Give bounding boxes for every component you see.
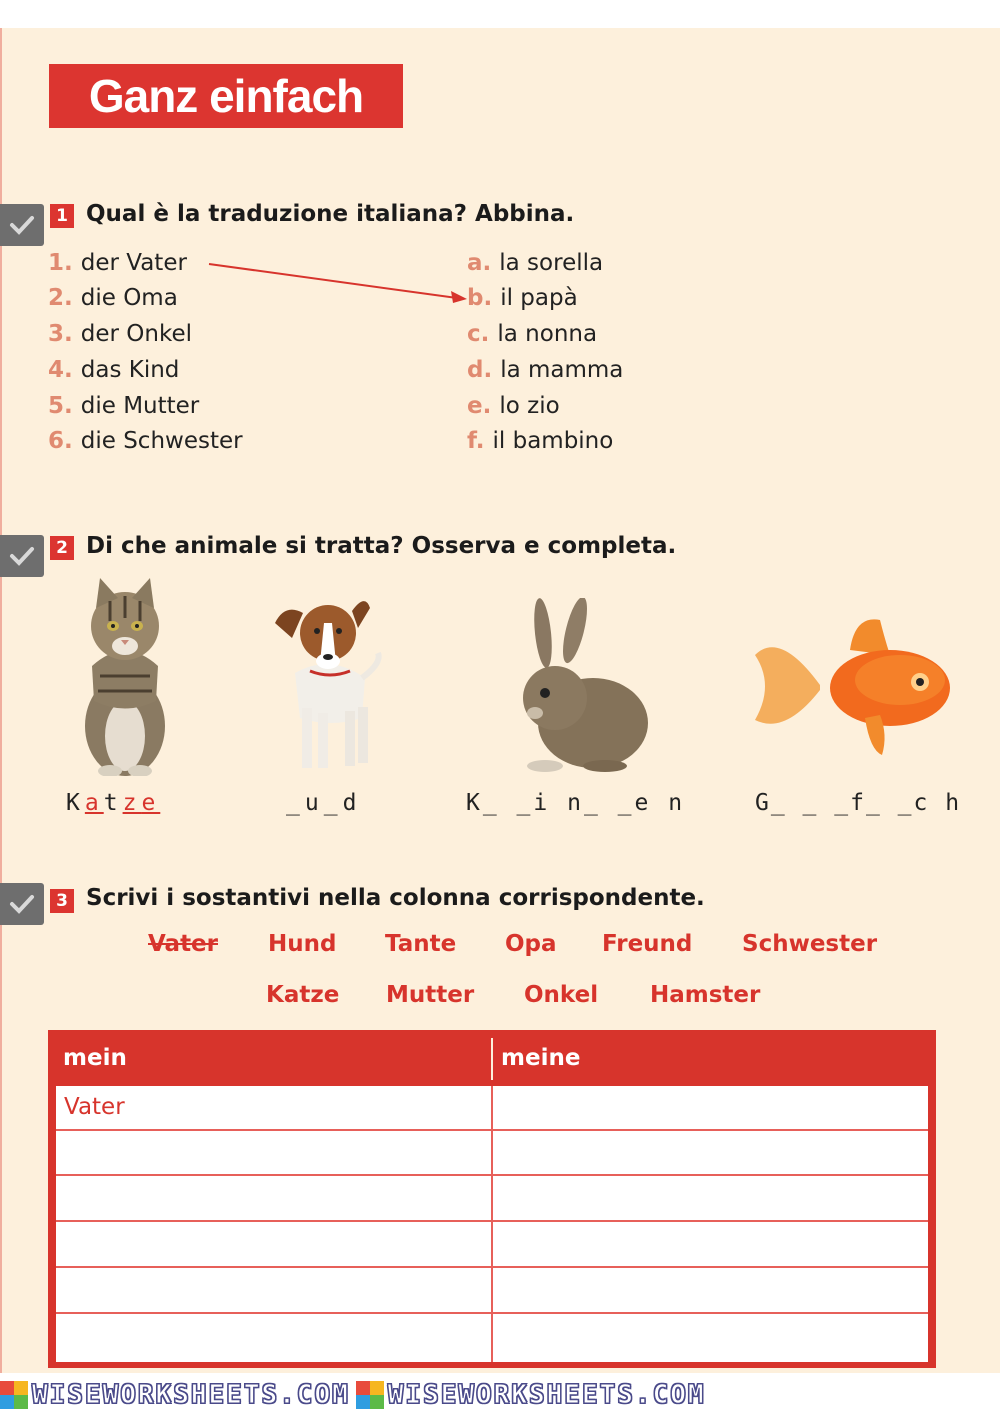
word-bank-item[interactable]: Tante — [385, 931, 457, 957]
word-letter: c h — [913, 790, 962, 816]
match-right-item[interactable] — [467, 357, 623, 383]
word-letter: i n — [533, 790, 584, 816]
word-bank-item[interactable]: Hamster — [650, 982, 761, 1008]
item-marker: f. — [467, 428, 485, 454]
match-right-item[interactable] — [467, 393, 560, 419]
exercise-instruction: Scrivi i sostantivi nella colonna corrispondente. — [86, 885, 705, 911]
page-title: Ganz einfach — [49, 64, 403, 128]
item-marker: d. — [467, 357, 493, 383]
match-right-item[interactable] — [467, 285, 578, 311]
match-left-item[interactable] — [48, 321, 192, 347]
brand-logo — [0, 1380, 350, 1410]
animal-word-rabbit[interactable] — [466, 790, 685, 816]
word-blank: _ — [323, 790, 343, 816]
match-left-item[interactable] — [48, 250, 187, 276]
item-text: il bambino — [492, 428, 614, 454]
worksheet-page — [0, 28, 1000, 1373]
word-bank-item[interactable]: Opa — [505, 931, 557, 957]
item-marker: e. — [467, 393, 492, 419]
sorting-table — [48, 1030, 936, 1368]
check-icon[interactable] — [0, 535, 44, 577]
item-marker: 1. — [48, 250, 73, 276]
item-text: il papà — [500, 285, 578, 311]
item-marker: c. — [467, 321, 490, 347]
column-header-mein: mein — [63, 1045, 127, 1071]
brand-icon — [0, 1381, 28, 1409]
animal-word-cat[interactable] — [66, 790, 160, 816]
match-right-item[interactable] — [467, 428, 613, 454]
match-arrow — [205, 258, 470, 303]
item-text: das Kind — [80, 357, 180, 383]
word-blank: _ _ _ — [770, 790, 851, 816]
table-cell[interactable]: Vater — [64, 1094, 125, 1120]
brand-logo — [356, 1380, 706, 1410]
word-bank-item[interactable]: Mutter — [386, 982, 475, 1008]
exercise-instruction: Qual è la traduzione italiana? Abbina. — [86, 201, 575, 227]
word-letter: K — [466, 790, 483, 816]
word-letter: f — [850, 790, 866, 816]
goldfish-photo — [750, 610, 950, 760]
word-bank-item[interactable]: Schwester — [742, 931, 878, 957]
item-marker: a. — [467, 250, 492, 276]
exercise-number: 2 — [50, 536, 74, 560]
word-bank-item[interactable]: Katze — [266, 982, 340, 1008]
item-text: der Onkel — [80, 321, 192, 347]
word-letter: G — [755, 790, 771, 816]
word-blank: _ _ — [583, 790, 635, 816]
item-text: lo zio — [499, 393, 560, 419]
match-right-item[interactable] — [467, 250, 603, 276]
item-text: die Oma — [80, 285, 178, 311]
word-letter-answer: z — [122, 790, 142, 816]
word-letter: t — [103, 790, 123, 816]
column-divider — [491, 1086, 493, 1362]
item-marker: 3. — [48, 321, 73, 347]
item-text: die Schwester — [80, 428, 243, 454]
brand-text: WISEWORKSHEETS.COM — [387, 1379, 706, 1410]
item-text: die Mutter — [80, 393, 200, 419]
dog-photo — [270, 583, 390, 773]
match-left-item[interactable] — [48, 393, 199, 419]
word-bank-item[interactable]: Hund — [268, 931, 337, 957]
exercise-number: 1 — [50, 204, 74, 228]
header-divider — [491, 1038, 493, 1080]
animal-word-dog[interactable] — [286, 790, 361, 816]
item-marker: 6. — [48, 428, 73, 454]
column-header-meine: meine — [501, 1045, 581, 1071]
item-marker: 2. — [48, 285, 73, 311]
table-header — [48, 1030, 936, 1086]
item-text: der Vater — [80, 250, 187, 276]
item-marker: b. — [467, 285, 493, 311]
brand-text: WISEWORKSHEETS.COM — [32, 1379, 350, 1410]
item-marker: 4. — [48, 357, 73, 383]
item-text: la mamma — [500, 357, 624, 383]
table-body — [56, 1086, 928, 1362]
word-letter: K — [66, 790, 85, 816]
word-letter-answer: a — [84, 790, 104, 816]
item-text: la nonna — [497, 321, 598, 347]
word-blank: _ _ — [865, 790, 914, 816]
item-marker: 5. — [48, 393, 73, 419]
word-bank-item[interactable]: Onkel — [524, 982, 599, 1008]
check-icon[interactable] — [0, 204, 44, 246]
cat-photo — [70, 576, 180, 776]
match-left-item[interactable] — [48, 428, 243, 454]
word-letter: e n — [634, 790, 686, 816]
word-letter: u — [304, 790, 324, 816]
word-bank-item[interactable]: Freund — [602, 931, 693, 957]
check-icon[interactable] — [0, 883, 44, 925]
word-letter-answer: e — [141, 790, 161, 816]
word-letter: d — [342, 790, 362, 816]
exercise-number: 3 — [50, 889, 74, 913]
animal-word-goldfish[interactable] — [755, 790, 961, 816]
match-left-item[interactable] — [48, 285, 178, 311]
word-blank: _ — [286, 790, 305, 816]
exercise-instruction: Di che animale si tratta? Osserva e completa. — [86, 533, 677, 559]
rabbit-photo — [505, 598, 655, 773]
match-left-item[interactable] — [48, 357, 179, 383]
brand-icon — [356, 1381, 384, 1409]
word-bank-item[interactable]: Vater — [148, 931, 218, 957]
footer-watermark — [0, 1376, 1000, 1413]
match-right-item[interactable] — [467, 321, 597, 347]
word-blank: _ _ — [482, 790, 534, 816]
item-text: la sorella — [499, 250, 604, 276]
